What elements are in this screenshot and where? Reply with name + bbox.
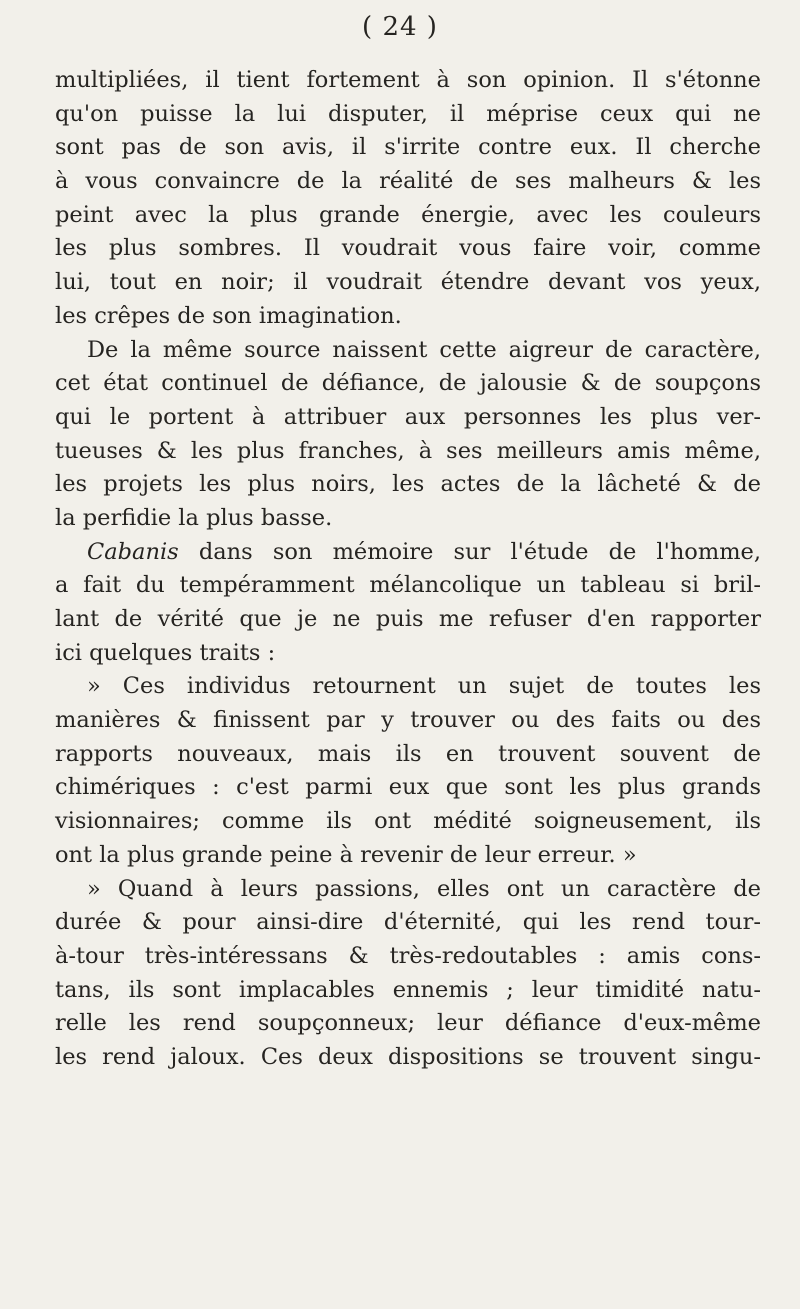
text-line: tans, ils sont implacables ennemis ; leur timidité natu- xyxy=(55,976,761,1003)
text-line: a fait du tempéramment mélancolique un tableau si bril- xyxy=(55,572,761,599)
text-line: relle les rend soupçonneux; leur défiance d'eux-même xyxy=(55,1010,761,1037)
text-line: la perfidie la plus basse. xyxy=(55,504,333,531)
text-line: ont la plus grande peine à revenir de leur erreur. » xyxy=(55,841,637,868)
text-line: cet état continuel de défiance, de jalousie & de soupçons xyxy=(55,370,761,397)
text-line: multipliées, il tient fortement à son opinion. Il s'étonne xyxy=(55,67,761,93)
text-line: tueuses & les plus franches, à ses meilleurs amis même, xyxy=(55,437,761,464)
text-line: rapports nouveaux, mais ils en trouvent souvent de xyxy=(55,740,761,767)
text-line: durée & pour ainsi-dire d'éternité, qui les rend tour- xyxy=(55,909,761,936)
text-line: lant de vérité que je ne puis me refuser d'en rapporter xyxy=(55,606,761,632)
text-line-rest: dans son mémoire sur l'étude de l'homme, xyxy=(178,538,761,565)
text-line: » Ces individus retournent un sujet de toutes les xyxy=(87,673,761,700)
text-line: ici quelques traits : xyxy=(55,639,276,666)
text-line: à vous convaincre de la réalité de ses malheurs & les xyxy=(55,168,761,195)
text-line: peint avec la plus grande énergie, avec les couleurs xyxy=(55,201,761,228)
text-line xyxy=(55,536,761,570)
italic-name: Cabanis xyxy=(87,538,179,565)
text-line: les crêpes de son imagination. xyxy=(55,302,402,329)
body-text xyxy=(55,64,761,1075)
text-line: » Quand à leurs passions, elles ont un caractère de xyxy=(87,875,761,902)
text-line: manières & finissent par y trouver ou des faits ou des xyxy=(55,707,761,734)
text-line: De la même source naissent cette aigreur de caractère, xyxy=(87,336,761,363)
text-line: qui le portent à attribuer aux personnes les plus ver- xyxy=(55,403,761,430)
text-line: chimériques : c'est parmi eux que sont les plus grands xyxy=(55,774,761,801)
page-number: ( 24 ) xyxy=(362,12,438,42)
text-line: sont pas de son avis, il s'irrite contre eux. Il cherche xyxy=(55,134,761,161)
text-line: qu'on puisse la lui disputer, il méprise ceux qui ne xyxy=(55,100,761,127)
text-line: visionnaires; comme ils ont médité soigneusement, ils xyxy=(55,808,761,835)
text-line: à-tour très-intéressans & très-redoutables : amis cons- xyxy=(55,942,761,969)
text-line: les projets les plus noirs, les actes de la lâcheté & de xyxy=(55,471,761,498)
text-line: les plus sombres. Il voudrait vous faire voir, comme xyxy=(55,235,761,262)
text-line: lui, tout en noir; il voudrait étendre devant vos yeux, xyxy=(55,269,761,296)
text-line: les rend jaloux. Ces deux dispositions se trouvent singu- xyxy=(55,1043,761,1070)
